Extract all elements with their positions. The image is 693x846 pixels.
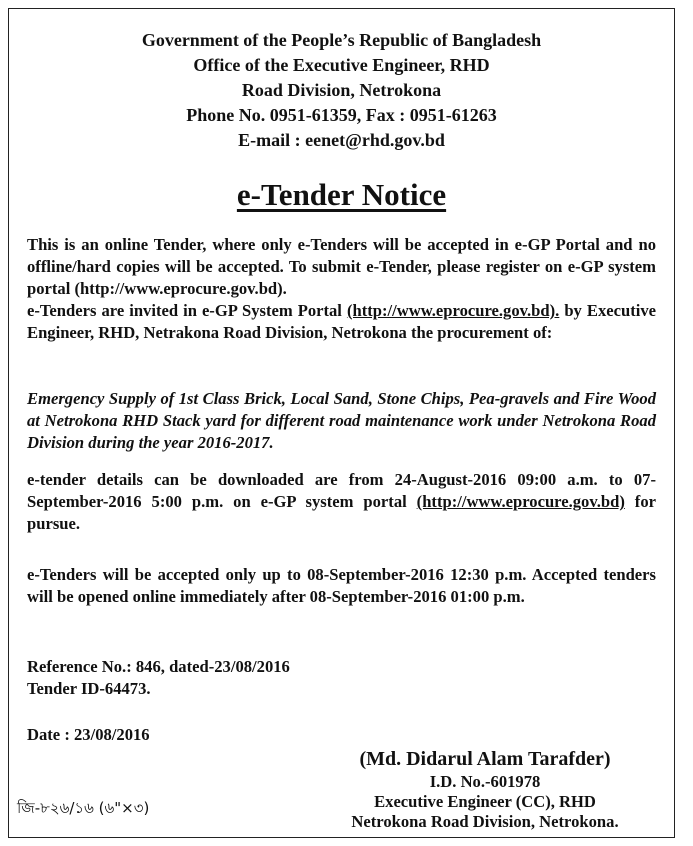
invitation-text: e-Tenders are invited in e-GP System Portal bbox=[27, 301, 347, 320]
division-line: Road Division, Netrokona bbox=[241, 80, 442, 100]
signature-block bbox=[309, 772, 661, 832]
download-schedule-paragraph bbox=[27, 469, 656, 535]
signatory-id: I.D. No.-601978 bbox=[429, 772, 541, 791]
office-line: Office of the Executive Engineer, RHD bbox=[193, 55, 490, 75]
submission-deadline-paragraph: e-Tenders will be accepted only up to 08-September-2016 12:30 p.m. Accepted tenders will be opened online immediately after 08-September-2016 01:00 p.m. bbox=[27, 565, 656, 606]
signatory-name: (Md. Didarul Alam Tarafder) bbox=[359, 748, 611, 770]
reference-number: Reference No.: 846, dated-23/08/2016 bbox=[27, 657, 290, 676]
tender-notice-page bbox=[8, 8, 675, 838]
phone-fax-line: Phone No. 0951-61359, Fax : 0951-61263 bbox=[186, 105, 497, 125]
notice-title: e-Tender Notice bbox=[236, 177, 447, 212]
online-tender-text: This is an online Tender, where only e-Tenders will be accepted in e-GP Portal and no offline/hard copies will be accepted. To submit e-Tender, please register on e-GP system portal (http://www.eprocure.gov.bd). bbox=[27, 235, 656, 298]
government-line: Government of the People’s Republic of Bangladesh bbox=[141, 30, 542, 50]
print-code: জি-৮২৬/১৬ (৬"×৩) bbox=[17, 799, 150, 817]
office-header bbox=[9, 28, 674, 153]
tender-id: Tender ID-64473. bbox=[27, 679, 151, 698]
intro-paragraph bbox=[27, 234, 656, 344]
signatory-office: Netrokona Road Division, Netrokona. bbox=[351, 812, 619, 831]
reference-block bbox=[27, 656, 656, 700]
notice-date: Date : 23/08/2016 bbox=[27, 725, 150, 744]
download-schedule-text: e-tender details can be downloaded are from 24-August-2016 09:00 a.m. to 07-September-2016 5:00 p.m. on e-GP system portal bbox=[27, 470, 656, 511]
egp-portal-link-2[interactable]: (http://www.eprocure.gov.bd) bbox=[416, 492, 625, 511]
signatory-designation: Executive Engineer (CC), RHD bbox=[374, 792, 596, 811]
egp-portal-link[interactable]: (http://www.eprocure.gov.bd). bbox=[346, 301, 560, 320]
download-schedule-suffix: for pursue. bbox=[27, 492, 656, 533]
invitation-text-cont: by Executive Engineer, RHD, Netrakona Road Division, Netrokona the procurement of: bbox=[27, 301, 656, 342]
email-line: E-mail : eenet@rhd.gov.bd bbox=[238, 130, 445, 150]
procurement-description: Emergency Supply of 1st Class Brick, Local Sand, Stone Chips, Pea-gravels and Fire Wood at Netrokona RHD Stack yard for different road maintenance work under Netrokona Road Division during the year 2016-2017. bbox=[27, 389, 656, 452]
